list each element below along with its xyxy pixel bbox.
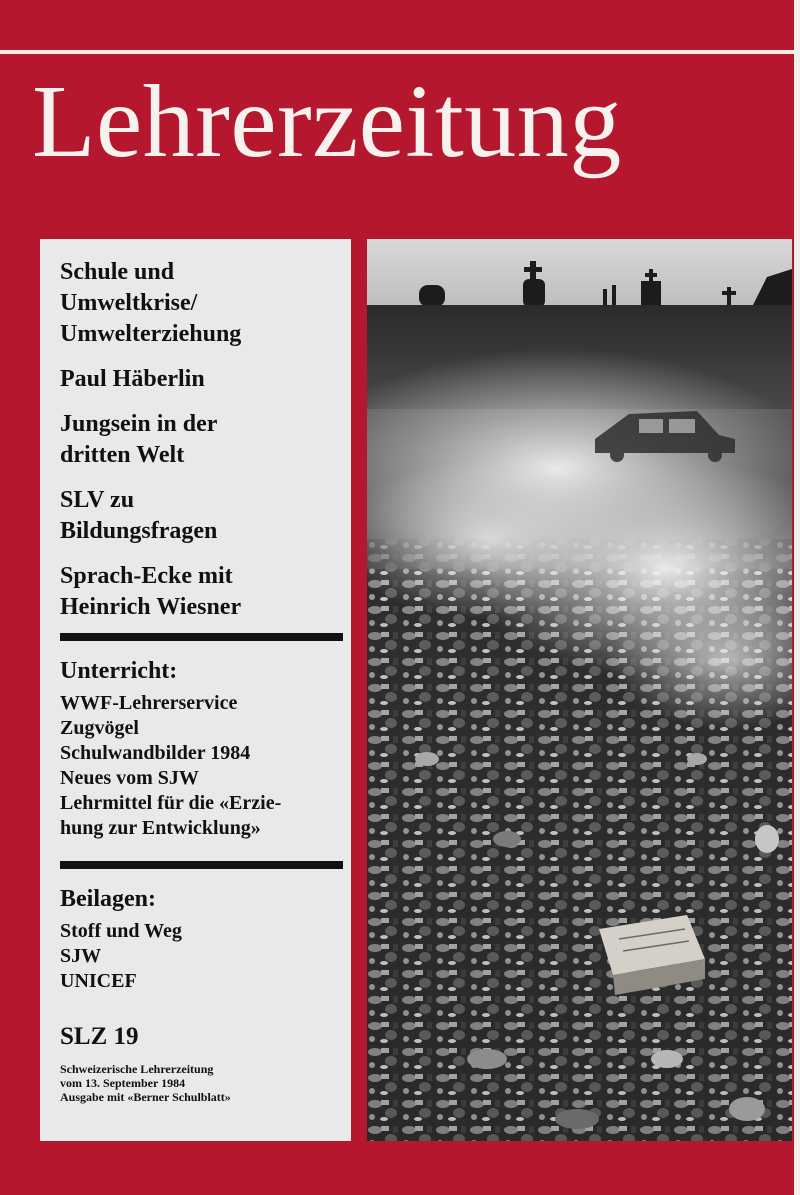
topic-line: dritten Welt: [60, 442, 185, 468]
cover-photo: [367, 239, 792, 1141]
unterricht-item: WWF-Lehrerservice: [60, 692, 238, 714]
topic-line: Heinrich Wiesner: [60, 594, 242, 620]
topic-umwelt: [60, 257, 351, 350]
masthead-title: Lehrerzeitung: [32, 64, 622, 179]
imprint-line: Schweizerische Lehrerzeitung: [60, 1062, 214, 1076]
topic-line: Sprach-Ecke mit: [60, 563, 233, 589]
topic-line: Paul Häberlin: [60, 366, 205, 392]
section-divider: [60, 633, 343, 641]
unterricht-section: [60, 657, 351, 841]
unterricht-item: Schulwandbilder 1984: [60, 742, 251, 764]
imprint-line: Ausgabe mit «Berner Schulblatt»: [60, 1090, 231, 1104]
topic-slv: [60, 485, 351, 547]
page-edge: [794, 0, 800, 1195]
issue-number: SLZ 19: [60, 1023, 139, 1050]
topic-line: Schule und: [60, 259, 175, 285]
unterricht-item: Lehrmittel für die «Erzie-: [60, 792, 282, 814]
unterricht-title: Unterricht:: [60, 658, 178, 684]
imprint-line: vom 13. September 1984: [60, 1076, 186, 1090]
unterricht-item: Zugvögel: [60, 717, 139, 739]
topic-jungsein: [60, 409, 351, 471]
contents-panel: [40, 239, 351, 1141]
topic-line: Umwelterziehung: [60, 321, 242, 347]
unterricht-item: Neues vom SJW: [60, 767, 199, 789]
imprint: [60, 1062, 351, 1104]
landfill-photo-illustration: [367, 239, 792, 1141]
beilagen-item: SJW: [60, 945, 102, 967]
beilagen-section: [60, 885, 351, 994]
topic-line: Bildungsfragen: [60, 518, 218, 544]
topic-line: SLV zu: [60, 487, 135, 513]
top-rule: [0, 50, 794, 54]
topic-sprach-ecke: [60, 561, 351, 623]
section-divider: [60, 861, 343, 869]
beilagen-item: Stoff und Weg: [60, 920, 182, 942]
unterricht-item: hung zur Entwicklung»: [60, 817, 261, 839]
topic-line: Umweltkrise/: [60, 290, 198, 316]
beilagen-item: UNICEF: [60, 970, 137, 992]
beilagen-title: Beilagen:: [60, 886, 156, 912]
topic-line: Jungsein in der: [60, 411, 218, 437]
topic-haeberlin: [60, 364, 351, 395]
